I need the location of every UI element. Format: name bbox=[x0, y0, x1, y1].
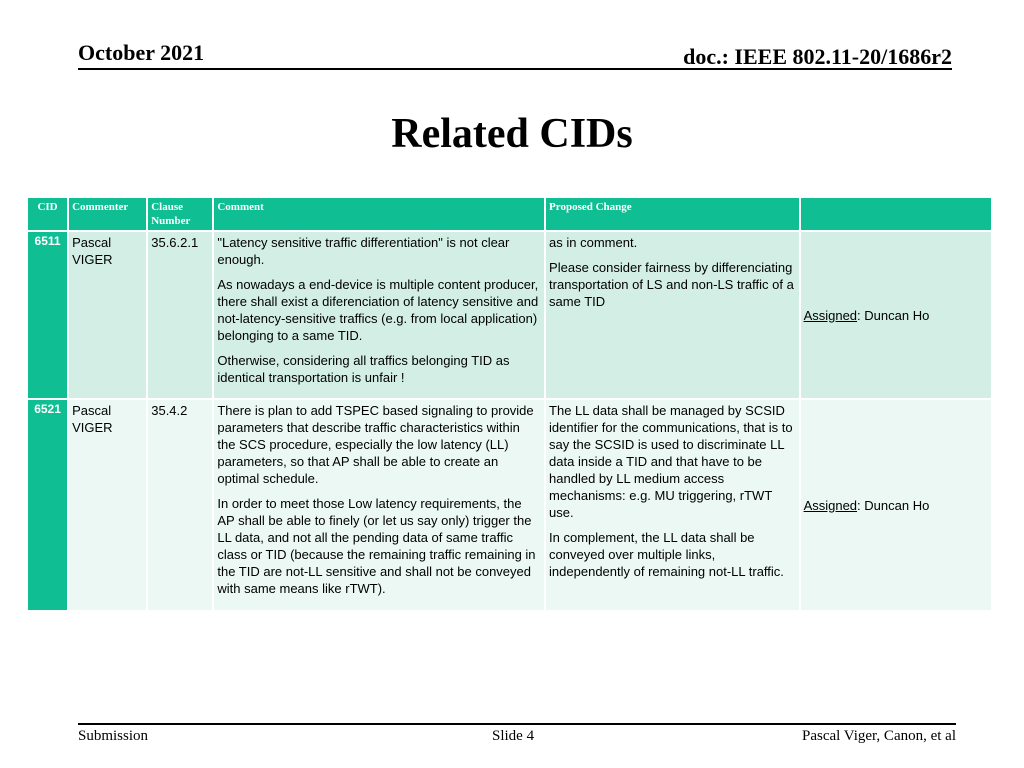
header-proposed-change: Proposed Change bbox=[546, 198, 799, 230]
proposed-change-cell bbox=[546, 232, 799, 398]
proposed-paragraph: In complement, the LL data shall be conveyed over multiple links, independently of remaining not-LL traffic. bbox=[549, 530, 784, 579]
slide-title: Related CIDs bbox=[391, 111, 633, 157]
assignment-cell bbox=[801, 400, 991, 610]
header-cid: CID bbox=[28, 198, 67, 230]
comment-cell bbox=[214, 400, 544, 610]
comment-paragraph: In order to meet those Low latency requirements, the AP shall be able to finely (or let us say only) trigger the LL data, and not all the pending data of same traffic class or TID (because the remaining traffic remaining in the TID are not-LL sensitive and shall not be conveyed with same means like rTWT). bbox=[217, 496, 536, 596]
assignment-cell bbox=[801, 232, 991, 398]
header-clause-number: Clause Number bbox=[148, 198, 212, 230]
proposed-paragraph: Please consider fairness by differenciating transportation of LS and non-LS traffic of a same TID bbox=[549, 260, 794, 309]
table-row bbox=[28, 232, 991, 398]
cid-cell: 6521 bbox=[28, 400, 67, 610]
header-assignment bbox=[801, 198, 991, 230]
footer-slide-number: Slide 4 bbox=[492, 728, 535, 744]
comment-cell bbox=[214, 232, 544, 398]
assigned-name: : Duncan Ho bbox=[857, 307, 930, 323]
header-commenter: Commenter bbox=[69, 198, 146, 230]
proposed-paragraph: as in comment. bbox=[549, 235, 638, 250]
comment-paragraph: Otherwise, considering all traffics belonging TID as identical transportation is unfair ! bbox=[217, 353, 510, 385]
table-header-row bbox=[28, 198, 991, 230]
cid-cell: 6511 bbox=[28, 232, 67, 398]
clause-cell: 35.4.2 bbox=[148, 400, 212, 610]
assigned-name: : Duncan Ho bbox=[857, 497, 930, 513]
clause-cell: 35.6.2.1 bbox=[148, 232, 212, 398]
proposed-change-cell bbox=[546, 400, 799, 610]
comment-paragraph: There is plan to add TSPEC based signaling to provide parameters that describe traffic characteristics within the SCS procedure, especially the low latency (LL) parameters, so that AP shall be able to create an optimal schedule. bbox=[217, 403, 534, 486]
assigned-label: Assigned bbox=[803, 497, 858, 513]
header-comment: Comment bbox=[214, 198, 544, 230]
commenter-cell: Pascal VIGER bbox=[69, 232, 146, 398]
footer-authors: Pascal Viger, Canon, et al bbox=[801, 728, 956, 744]
header-rule bbox=[78, 68, 952, 70]
table-row bbox=[28, 400, 991, 610]
comment-paragraph: "Latency sensitive traffic differentiation" is not clear enough. bbox=[217, 235, 510, 267]
cid-table bbox=[26, 196, 993, 612]
proposed-paragraph: The LL data shall be managed by SCSID identifier for the communications, that is to say the SCSID is used to discriminate LL data inside a TID and that have to be handled by LL medium access mechanisms: e.g. MU triggering, rTWT use. bbox=[549, 403, 793, 520]
commenter-cell: Pascal VIGER bbox=[69, 400, 146, 610]
footer-submission: Submission bbox=[78, 728, 149, 744]
header-doc-id: doc.: IEEE 802.11-20/1686r2 bbox=[683, 44, 952, 69]
header-date: October 2021 bbox=[78, 40, 205, 65]
assigned-label: Assigned bbox=[803, 307, 858, 323]
comment-paragraph: As nowadays a end-device is multiple content producer, there shall exist a diferenciation of latency sensitive and not-latency-sensitive traffics (e.g. from local application) belonging to a same TID. bbox=[217, 277, 539, 343]
footer-rule bbox=[78, 723, 956, 725]
